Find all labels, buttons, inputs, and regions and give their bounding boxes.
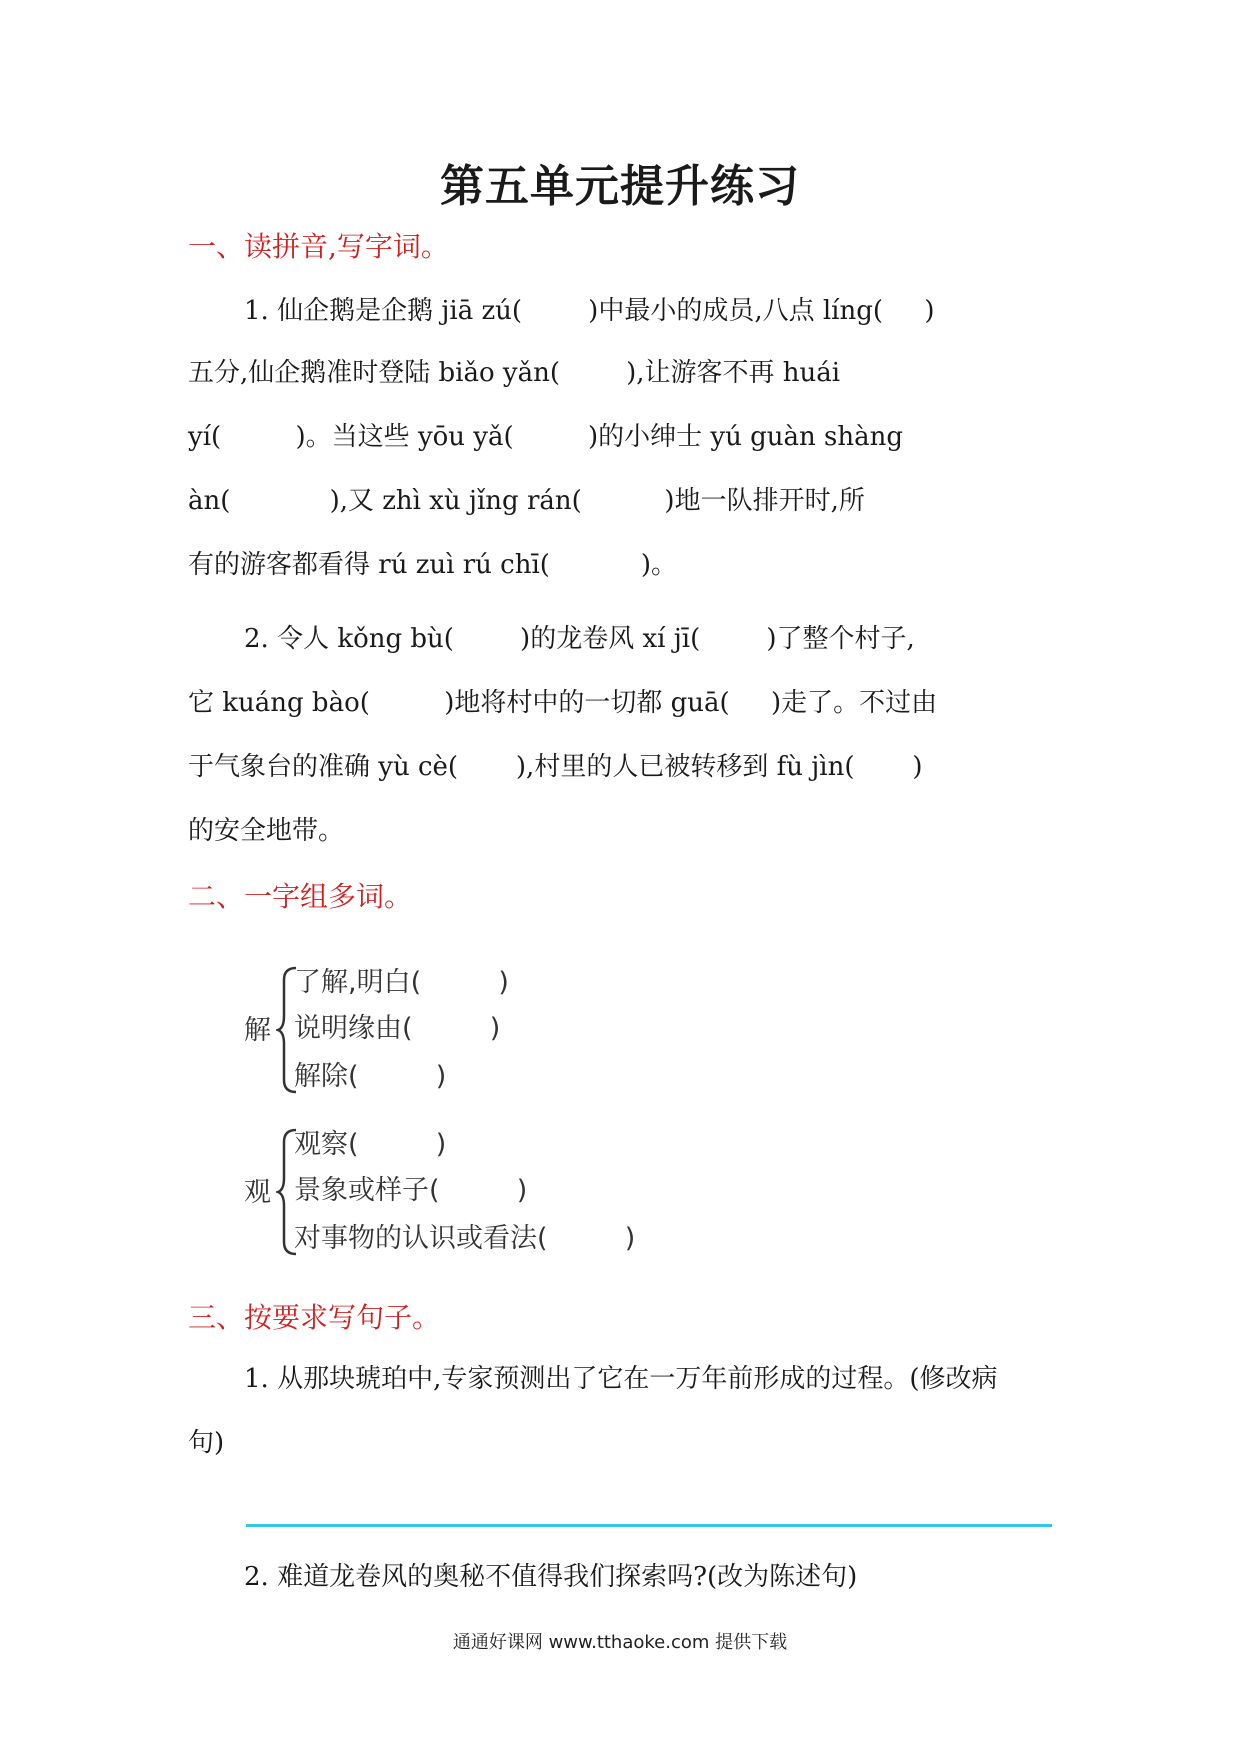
text-line: 句) [188, 1428, 225, 1458]
group-option: 观察( ) [294, 1129, 447, 1160]
group-character: 解 [244, 1015, 271, 1046]
group-option: 解除( ) [294, 1061, 447, 1092]
footer-text: 通通好课网 www.tthaoke.com 提供下载 [452, 1632, 788, 1653]
section-heading-2: 二、一字组多词。 [188, 880, 413, 913]
group-option: 景象或样子( ) [294, 1175, 528, 1206]
group-option: 了解,明白( ) [294, 967, 509, 998]
text-line: 它 kuáng bào( )地将村中的一切都 guā( )走了。不过由 [188, 688, 938, 718]
text-line: 1. 仙企鹅是企鹅 jiā zú( )中最小的成员,八点 líng( ) [244, 296, 935, 326]
section-heading-1: 一、读拼音,写字词。 [188, 230, 449, 263]
text-line: 的安全地带。 [188, 816, 345, 846]
text-line: àn( ),又 zhì xù jǐng rán( )地一队排开时,所 [188, 486, 865, 516]
page-title: 第五单元提升练习 [440, 161, 800, 212]
group-character: 观 [244, 1177, 271, 1208]
text-line: 于气象台的准确 yù cè( ),村里的人已被转移到 fù jìn( ) [188, 752, 923, 782]
text-line: yí( )。当这些 yōu yǎ( )的小绅士 yú guàn shàng [188, 422, 903, 452]
text-line: 2. 令人 kǒng bù( )的龙卷风 xí jī( )了整个村子, [244, 624, 915, 654]
text-line: 五分,仙企鹅准时登陆 biǎo yǎn( ),让游客不再 huái [188, 358, 841, 388]
text-line: 有的游客都看得 rú zuì rú chī( )。 [188, 550, 677, 580]
group-option: 对事物的认识或看法( ) [294, 1223, 636, 1254]
text-line: 2. 难道龙卷风的奥秘不值得我们探索吗?(改为陈述句) [244, 1562, 858, 1592]
word-group-jie [244, 960, 744, 1100]
group-option: 说明缘由( ) [294, 1013, 501, 1044]
text-line: 1. 从那块琥珀中,专家预测出了它在一万年前形成的过程。(修改病 [244, 1364, 998, 1394]
word-group-guan [244, 1122, 804, 1262]
section-heading-3: 三、按要求写句子。 [188, 1301, 441, 1334]
answer-line[interactable] [246, 1524, 1052, 1527]
